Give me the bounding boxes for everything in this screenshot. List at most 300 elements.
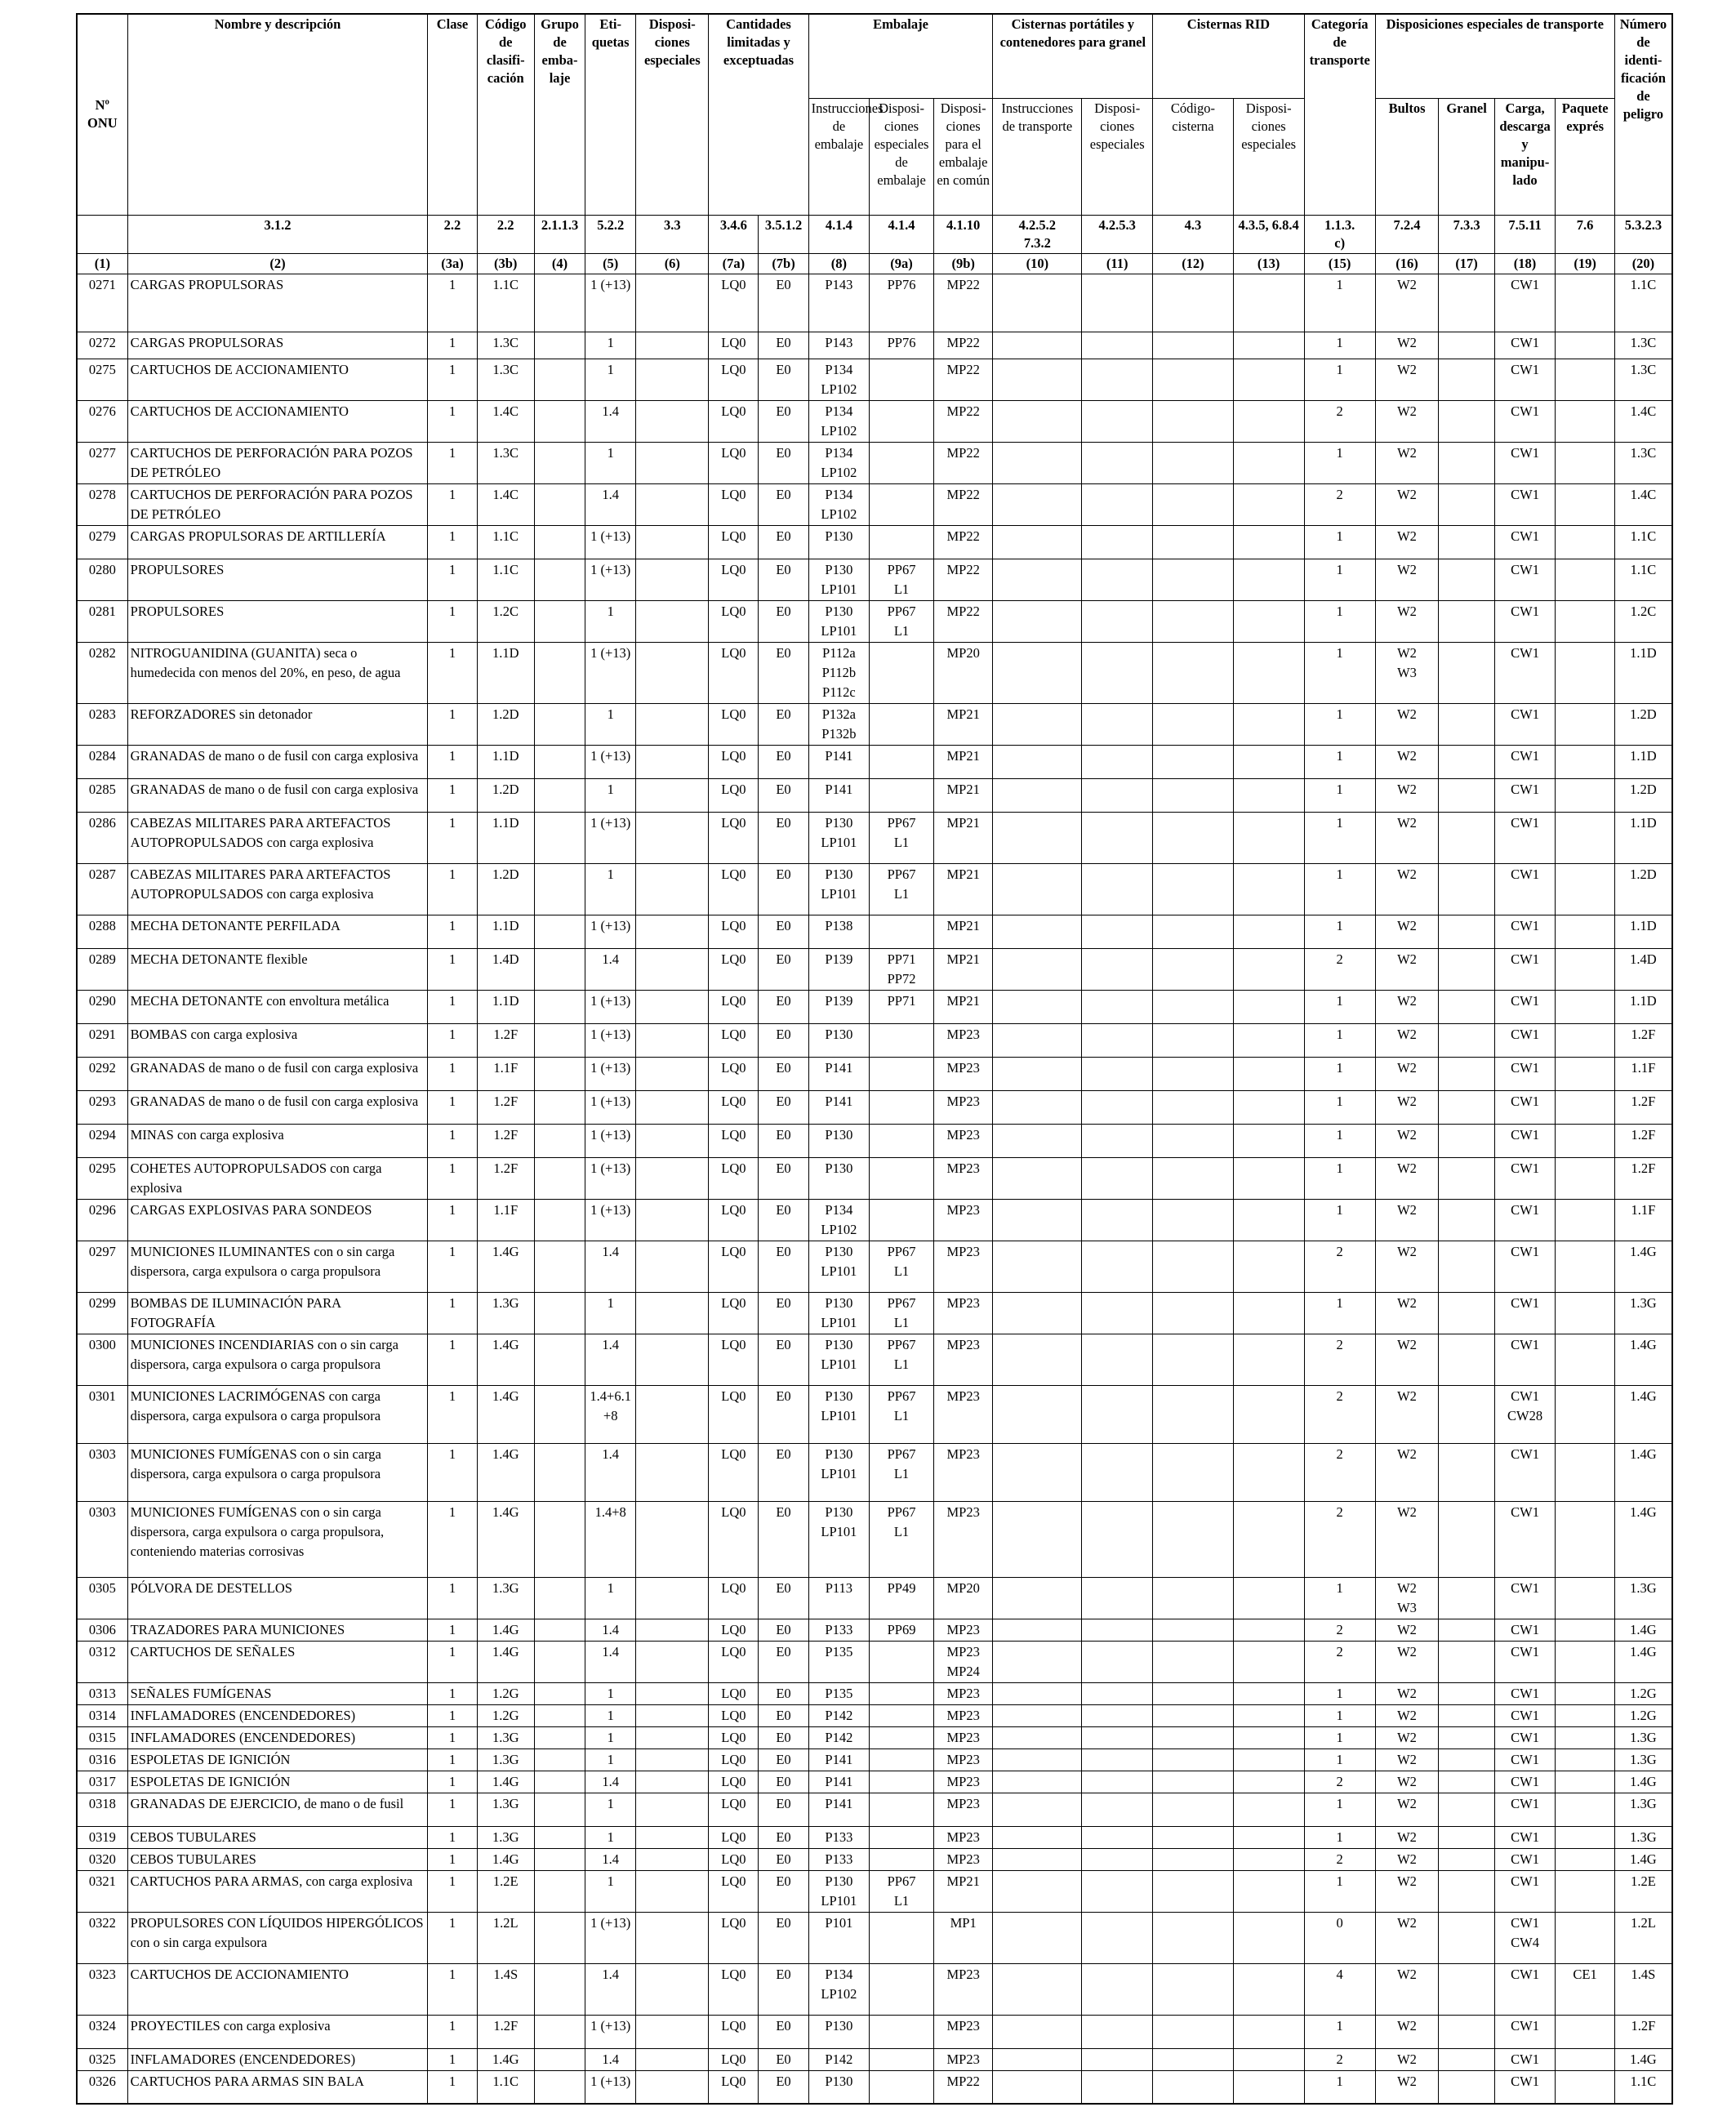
cell-disposiciones [636, 1292, 709, 1334]
cell-cisterna-instrucciones [993, 2015, 1082, 2048]
cell-disposiciones [636, 559, 709, 600]
cell-nombre: MECHA DETONANTE con envoltura metálica [127, 990, 428, 1023]
cell-carga-descarga: CW1 [1494, 1963, 1556, 2015]
cell-cisterna-instrucciones [993, 1726, 1082, 1748]
cell-numero-peligro: 1.4G [1614, 2048, 1672, 2070]
cell-categoria-transporte: 1 [1304, 1023, 1375, 1057]
cell-embalaje-comun: MP23 [933, 1334, 993, 1385]
cell-codigo-cisterna [1153, 1199, 1233, 1241]
cell-grupo [534, 442, 585, 483]
cell-cantidades-limitadas: LQ0 [709, 1157, 759, 1199]
section-ref-cell: 2.1.1.3 [534, 215, 585, 253]
cell-onu: 0286 [77, 812, 127, 863]
column-number-cell: (18) [1494, 253, 1556, 274]
cell-categoria-transporte: 1 [1304, 274, 1375, 332]
cell-etiquetas: 1.4 [585, 400, 636, 442]
cell-grupo [534, 1641, 585, 1682]
cell-carga-descarga: CW1 [1494, 1619, 1556, 1641]
cell-instrucciones-embalaje: P135 [808, 1682, 870, 1704]
cell-cantidades-exceptuadas: E0 [759, 1443, 808, 1501]
cell-etiquetas: 1.4 [585, 1848, 636, 1870]
cell-categoria-transporte: 2 [1304, 1334, 1375, 1385]
cell-rid-disposiciones [1233, 2048, 1304, 2070]
cell-carga-descarga: CW1 [1494, 442, 1556, 483]
cell-clase: 1 [428, 1199, 477, 1241]
cell-instrucciones-embalaje: P130 [808, 525, 870, 559]
cell-codigo-cisterna [1153, 1385, 1233, 1443]
cell-rid-disposiciones [1233, 1748, 1304, 1771]
cell-codigo-cisterna [1153, 1870, 1233, 1912]
cell-granel [1439, 915, 1494, 948]
cell-numero-peligro: 1.1D [1614, 915, 1672, 948]
cell-etiquetas: 1 [585, 600, 636, 642]
dangerous-goods-table [76, 13, 1673, 2105]
cell-clase: 1 [428, 600, 477, 642]
cell-codigo-cisterna [1153, 745, 1233, 778]
cell-bultos: W2 [1375, 483, 1439, 525]
cell-clase: 1 [428, 1771, 477, 1793]
cell-paquete-expres [1556, 1726, 1615, 1748]
column-number-cell: (7a) [709, 253, 759, 274]
cell-embalaje-comun: MP21 [933, 778, 993, 812]
cell-codigo: 1.2F [477, 1124, 534, 1157]
cell-granel [1439, 1443, 1494, 1501]
header-granel: Granel [1439, 98, 1494, 215]
cell-carga-descarga: CW1 [1494, 1292, 1556, 1334]
cell-bultos: W2 [1375, 2048, 1439, 2070]
cell-cantidades-exceptuadas: E0 [759, 2048, 808, 2070]
cell-embalaje-comun: MP21 [933, 915, 993, 948]
cell-onu: 0297 [77, 1241, 127, 1292]
cell-cantidades-exceptuadas: E0 [759, 442, 808, 483]
cell-numero-peligro: 1.4G [1614, 1334, 1672, 1385]
cell-bultos: W2 [1375, 1124, 1439, 1157]
cell-disposiciones [636, 1619, 709, 1641]
cell-codigo-cisterna [1153, 1619, 1233, 1641]
cell-rid-disposiciones [1233, 1501, 1304, 1577]
cell-nombre: MUNICIONES ILUMINANTES con o sin carga dispersora, carga expulsora o carga propulsora [127, 1241, 428, 1292]
cell-instrucciones-embalaje: P130 LP101 [808, 863, 870, 915]
cell-disposiciones-embalaje: PP67 L1 [870, 1870, 934, 1912]
cell-codigo-cisterna [1153, 915, 1233, 948]
cell-categoria-transporte: 1 [1304, 1090, 1375, 1124]
cell-carga-descarga: CW1 [1494, 1334, 1556, 1385]
cell-cisterna-disposiciones [1082, 525, 1153, 559]
cell-categoria-transporte: 1 [1304, 812, 1375, 863]
cell-carga-descarga: CW1 CW28 [1494, 1385, 1556, 1443]
cell-codigo-cisterna [1153, 483, 1233, 525]
cell-disposiciones [636, 525, 709, 559]
cell-paquete-expres [1556, 332, 1615, 359]
cell-clase: 1 [428, 745, 477, 778]
cell-granel [1439, 2048, 1494, 2070]
cell-categoria-transporte: 1 [1304, 1748, 1375, 1771]
cell-cisterna-disposiciones [1082, 1199, 1153, 1241]
cell-numero-peligro: 1.1C [1614, 525, 1672, 559]
cell-nombre: PÓLVORA DE DESTELLOS [127, 1577, 428, 1619]
cell-codigo: 1.1C [477, 559, 534, 600]
cell-numero-peligro: 1.4S [1614, 1963, 1672, 2015]
cell-granel [1439, 332, 1494, 359]
cell-etiquetas: 1.4 [585, 1619, 636, 1641]
cell-bultos: W2 [1375, 1793, 1439, 1826]
cell-embalaje-comun: MP23 [933, 1443, 993, 1501]
cell-clase: 1 [428, 948, 477, 990]
cell-instrucciones-embalaje: P143 [808, 274, 870, 332]
cell-disposiciones [636, 600, 709, 642]
cell-instrucciones-embalaje: P132a P132b [808, 703, 870, 745]
cell-disposiciones [636, 1748, 709, 1771]
cell-nombre: CEBOS TUBULARES [127, 1826, 428, 1848]
cell-disposiciones [636, 274, 709, 332]
cell-paquete-expres [1556, 863, 1615, 915]
cell-rid-disposiciones [1233, 642, 1304, 703]
cell-etiquetas: 1 [585, 703, 636, 745]
cell-disposiciones [636, 1241, 709, 1292]
cell-cantidades-limitadas: LQ0 [709, 863, 759, 915]
cell-disposiciones-embalaje [870, 1726, 934, 1748]
cell-onu: 0275 [77, 359, 127, 400]
cell-numero-peligro: 1.1D [1614, 642, 1672, 703]
table-row [77, 745, 1672, 778]
cell-disposiciones [636, 990, 709, 1023]
table-row [77, 1199, 1672, 1241]
cell-clase: 1 [428, 1870, 477, 1912]
cell-embalaje-comun: MP23 [933, 2015, 993, 2048]
cell-rid-disposiciones [1233, 525, 1304, 559]
cell-bultos: W2 [1375, 863, 1439, 915]
cell-embalaje-comun: MP22 [933, 559, 993, 600]
cell-codigo: 1.3G [477, 1577, 534, 1619]
cell-rid-disposiciones [1233, 1963, 1304, 2015]
cell-clase: 1 [428, 1090, 477, 1124]
cell-numero-peligro: 1.2G [1614, 1704, 1672, 1726]
table-row [77, 359, 1672, 400]
cell-cantidades-limitadas: LQ0 [709, 642, 759, 703]
cell-paquete-expres [1556, 1704, 1615, 1726]
cell-rid-disposiciones [1233, 442, 1304, 483]
cell-cantidades-exceptuadas: E0 [759, 1963, 808, 2015]
cell-embalaje-comun: MP23 [933, 1057, 993, 1090]
cell-granel [1439, 1057, 1494, 1090]
cell-etiquetas: 1 [585, 1682, 636, 1704]
cell-carga-descarga: CW1 [1494, 1501, 1556, 1577]
cell-disposiciones [636, 1704, 709, 1726]
table-row [77, 1619, 1672, 1641]
cell-cisterna-instrucciones [993, 1023, 1082, 1057]
cell-paquete-expres [1556, 2048, 1615, 2070]
cell-numero-peligro: 1.1F [1614, 1199, 1672, 1241]
cell-cantidades-limitadas: LQ0 [709, 525, 759, 559]
cell-grupo [534, 1385, 585, 1443]
cell-bultos: W2 [1375, 1090, 1439, 1124]
cell-nombre: NITROGUANIDINA (GUANITA) seca o humedecida con menos del 20%, en peso, de agua [127, 642, 428, 703]
header-carga: Carga, descarga y manipu-lado [1494, 98, 1556, 215]
cell-instrucciones-embalaje: P141 [808, 1793, 870, 1826]
cell-rid-disposiciones [1233, 745, 1304, 778]
cell-cisterna-disposiciones [1082, 1334, 1153, 1385]
header-cisternas-portatiles: Cisternas portátiles y contenedores para granel [993, 14, 1153, 98]
cell-bultos: W2 [1375, 1619, 1439, 1641]
cell-cantidades-exceptuadas: E0 [759, 400, 808, 442]
column-number-cell: (16) [1375, 253, 1439, 274]
cell-rid-disposiciones [1233, 1848, 1304, 1870]
cell-cisterna-instrucciones [993, 2070, 1082, 2104]
cell-bultos: W2 [1375, 1771, 1439, 1793]
cell-disposiciones-embalaje: PP69 [870, 1619, 934, 1641]
cell-instrucciones-embalaje: P130 LP101 [808, 1241, 870, 1292]
cell-nombre: CARTUCHOS DE ACCIONAMIENTO [127, 359, 428, 400]
cell-embalaje-comun: MP23 [933, 1826, 993, 1848]
cell-codigo: 1.4G [477, 1641, 534, 1682]
cell-bultos: W2 [1375, 1057, 1439, 1090]
table-row [77, 1793, 1672, 1826]
cell-embalaje-comun: MP21 [933, 812, 993, 863]
cell-disposiciones-embalaje: PP67 L1 [870, 1385, 934, 1443]
cell-disposiciones-embalaje [870, 703, 934, 745]
cell-cisterna-disposiciones [1082, 1826, 1153, 1848]
cell-codigo-cisterna [1153, 1443, 1233, 1501]
cell-clase: 1 [428, 1793, 477, 1826]
cell-codigo: 1.4G [477, 1848, 534, 1870]
cell-cantidades-exceptuadas: E0 [759, 1682, 808, 1704]
cell-cantidades-limitadas: LQ0 [709, 812, 759, 863]
cell-codigo: 1.2D [477, 778, 534, 812]
cell-categoria-transporte: 1 [1304, 642, 1375, 703]
cell-instrucciones-embalaje: P141 [808, 778, 870, 812]
cell-categoria-transporte: 2 [1304, 1385, 1375, 1443]
cell-carga-descarga: CW1 [1494, 1641, 1556, 1682]
cell-disposiciones [636, 483, 709, 525]
cell-onu: 0294 [77, 1124, 127, 1157]
cell-codigo-cisterna [1153, 1704, 1233, 1726]
cell-cisterna-instrucciones [993, 1385, 1082, 1443]
cell-codigo-cisterna [1153, 1912, 1233, 1963]
cell-onu: 0324 [77, 2015, 127, 2048]
table-row [77, 1157, 1672, 1199]
cell-numero-peligro: 1.4G [1614, 1641, 1672, 1682]
table-row [77, 1577, 1672, 1619]
cell-numero-peligro: 1.2G [1614, 1682, 1672, 1704]
cell-carga-descarga: CW1 [1494, 863, 1556, 915]
cell-embalaje-comun: MP23 [933, 1682, 993, 1704]
cell-codigo-cisterna [1153, 1157, 1233, 1199]
cell-clase: 1 [428, 863, 477, 915]
cell-numero-peligro: 1.4G [1614, 1771, 1672, 1793]
header-disposiciones-transporte: Disposiciones especiales de transporte [1375, 14, 1614, 98]
cell-cisterna-instrucciones [993, 559, 1082, 600]
cell-instrucciones-embalaje: P138 [808, 915, 870, 948]
cell-etiquetas: 1.4 [585, 1771, 636, 1793]
cell-cisterna-disposiciones [1082, 1057, 1153, 1090]
cell-clase: 1 [428, 2048, 477, 2070]
section-ref-cell: 4.2.5.3 [1082, 215, 1153, 253]
cell-cantidades-exceptuadas: E0 [759, 1726, 808, 1748]
cell-bultos: W2 W3 [1375, 1577, 1439, 1619]
cell-cisterna-disposiciones [1082, 1726, 1153, 1748]
cell-instrucciones-embalaje: P141 [808, 1090, 870, 1124]
cell-numero-peligro: 1.2L [1614, 1912, 1672, 1963]
cell-cantidades-exceptuadas: E0 [759, 642, 808, 703]
cell-cantidades-exceptuadas: E0 [759, 948, 808, 990]
cell-numero-peligro: 1.2E [1614, 1870, 1672, 1912]
cell-paquete-expres [1556, 703, 1615, 745]
cell-numero-peligro: 1.1F [1614, 1057, 1672, 1090]
cell-onu: 0318 [77, 1793, 127, 1826]
cell-nombre: PROPULSORES CON LÍQUIDOS HIPERGÓLICOS con o sin carga expulsora [127, 1912, 428, 1963]
table-row [77, 483, 1672, 525]
header-cisternas-rid: Cisternas RID [1153, 14, 1304, 98]
section-ref-cell: 3.3 [636, 215, 709, 253]
cell-paquete-expres [1556, 745, 1615, 778]
cell-etiquetas: 1 [585, 359, 636, 400]
cell-cantidades-limitadas: LQ0 [709, 1826, 759, 1848]
cell-carga-descarga: CW1 [1494, 1090, 1556, 1124]
table-row [77, 559, 1672, 600]
cell-numero-peligro: 1.3G [1614, 1826, 1672, 1848]
cell-cantidades-limitadas: LQ0 [709, 1619, 759, 1641]
cell-codigo-cisterna [1153, 1577, 1233, 1619]
cell-grupo [534, 1771, 585, 1793]
cell-cisterna-disposiciones [1082, 442, 1153, 483]
cell-instrucciones-embalaje: P142 [808, 2048, 870, 2070]
cell-instrucciones-embalaje: P130 [808, 2015, 870, 2048]
cell-categoria-transporte: 1 [1304, 1682, 1375, 1704]
cell-categoria-transporte: 1 [1304, 990, 1375, 1023]
cell-disposiciones [636, 1057, 709, 1090]
cell-cisterna-instrucciones [993, 863, 1082, 915]
section-ref-cell: 7.6 [1556, 215, 1615, 253]
cell-etiquetas: 1 (+13) [585, 812, 636, 863]
cell-cantidades-limitadas: LQ0 [709, 400, 759, 442]
cell-bultos: W2 [1375, 915, 1439, 948]
cell-codigo: 1.4G [477, 2048, 534, 2070]
cell-embalaje-comun: MP23 [933, 1748, 993, 1771]
cell-etiquetas: 1 [585, 1870, 636, 1912]
cell-disposiciones [636, 2048, 709, 2070]
cell-carga-descarga: CW1 [1494, 332, 1556, 359]
cell-rid-disposiciones [1233, 2015, 1304, 2048]
cell-cisterna-instrucciones [993, 332, 1082, 359]
cell-disposiciones [636, 1157, 709, 1199]
cell-categoria-transporte: 2 [1304, 1771, 1375, 1793]
cell-bultos: W2 W3 [1375, 642, 1439, 703]
cell-onu: 0276 [77, 400, 127, 442]
cell-etiquetas: 1.4 [585, 2048, 636, 2070]
cell-cantidades-exceptuadas: E0 [759, 1641, 808, 1682]
cell-granel [1439, 1726, 1494, 1748]
column-number-cell: (11) [1082, 253, 1153, 274]
cell-clase: 1 [428, 1641, 477, 1682]
table-row [77, 703, 1672, 745]
cell-numero-peligro: 1.3G [1614, 1726, 1672, 1748]
cell-instrucciones-embalaje: P141 [808, 1748, 870, 1771]
cell-granel [1439, 1385, 1494, 1443]
cell-rid-disposiciones [1233, 1057, 1304, 1090]
cell-nombre: MUNICIONES FUMÍGENAS con o sin carga dispersora, carga expulsora o carga propulsora, conteniendo materias corrosivas [127, 1501, 428, 1577]
cell-instrucciones-embalaje: P143 [808, 332, 870, 359]
cell-categoria-transporte: 2 [1304, 1641, 1375, 1682]
cell-disposiciones [636, 1577, 709, 1619]
cell-categoria-transporte: 1 [1304, 745, 1375, 778]
cell-disposiciones [636, 442, 709, 483]
cell-embalaje-comun: MP23 [933, 1385, 993, 1443]
cell-onu: 0271 [77, 274, 127, 332]
cell-rid-disposiciones [1233, 1443, 1304, 1501]
cell-codigo-cisterna [1153, 274, 1233, 332]
cell-cantidades-exceptuadas: E0 [759, 1241, 808, 1292]
cell-disposiciones-embalaje [870, 1124, 934, 1157]
cell-cisterna-instrucciones [993, 525, 1082, 559]
cell-codigo-cisterna [1153, 1501, 1233, 1577]
cell-cisterna-instrucciones [993, 1870, 1082, 1912]
table-row [77, 1292, 1672, 1334]
cell-cantidades-limitadas: LQ0 [709, 1199, 759, 1241]
cell-etiquetas: 1.4 [585, 948, 636, 990]
cell-disposiciones-embalaje [870, 1793, 934, 1826]
cell-grupo [534, 1199, 585, 1241]
cell-cisterna-disposiciones [1082, 1771, 1153, 1793]
cell-cantidades-exceptuadas: E0 [759, 1124, 808, 1157]
cell-bultos: W2 [1375, 1385, 1439, 1443]
cell-cantidades-exceptuadas: E0 [759, 1199, 808, 1241]
column-number-cell: (20) [1614, 253, 1672, 274]
cell-numero-peligro: 1.4C [1614, 483, 1672, 525]
cell-carga-descarga: CW1 [1494, 1577, 1556, 1619]
header-paquete: Paquete exprés [1556, 98, 1615, 215]
cell-codigo: 1.2D [477, 863, 534, 915]
column-number-cell: (2) [127, 253, 428, 274]
cell-carga-descarga: CW1 [1494, 778, 1556, 812]
cell-grupo [534, 1334, 585, 1385]
cell-cisterna-disposiciones [1082, 1124, 1153, 1157]
cell-embalaje-comun: MP22 [933, 400, 993, 442]
cell-rid-disposiciones [1233, 1704, 1304, 1726]
column-number-cell: (17) [1439, 253, 1494, 274]
cell-onu: 0303 [77, 1501, 127, 1577]
cell-carga-descarga: CW1 [1494, 600, 1556, 642]
cell-instrucciones-embalaje: P130 LP101 [808, 1334, 870, 1385]
cell-carga-descarga: CW1 CW4 [1494, 1912, 1556, 1963]
column-number-cell: (10) [993, 253, 1082, 274]
cell-nombre: BOMBAS DE ILUMINACIÓN PARA FOTOGRAFÍA [127, 1292, 428, 1334]
table-row [77, 1771, 1672, 1793]
cell-embalaje-comun: MP23 [933, 1023, 993, 1057]
cell-grupo [534, 2048, 585, 2070]
cell-embalaje-comun: MP23 [933, 1726, 993, 1748]
column-number-cell: (7b) [759, 253, 808, 274]
cell-nombre: MECHA DETONANTE flexible [127, 948, 428, 990]
cell-codigo: 1.3G [477, 1793, 534, 1826]
section-reference-row [77, 215, 1672, 253]
cell-cantidades-limitadas: LQ0 [709, 1682, 759, 1704]
column-number-row [77, 253, 1672, 274]
cell-cisterna-instrucciones [993, 703, 1082, 745]
cell-clase: 1 [428, 483, 477, 525]
cell-numero-peligro: 1.4G [1614, 1501, 1672, 1577]
cell-cisterna-instrucciones [993, 812, 1082, 863]
cell-cantidades-exceptuadas: E0 [759, 1619, 808, 1641]
cell-disposiciones [636, 2070, 709, 2104]
cell-disposiciones [636, 948, 709, 990]
cell-paquete-expres [1556, 812, 1615, 863]
cell-codigo: 1.1D [477, 990, 534, 1023]
cell-cisterna-disposiciones [1082, 1848, 1153, 1870]
cell-paquete-expres [1556, 778, 1615, 812]
cell-codigo-cisterna [1153, 1793, 1233, 1826]
cell-granel [1439, 1793, 1494, 1826]
cell-codigo: 1.1C [477, 274, 534, 332]
